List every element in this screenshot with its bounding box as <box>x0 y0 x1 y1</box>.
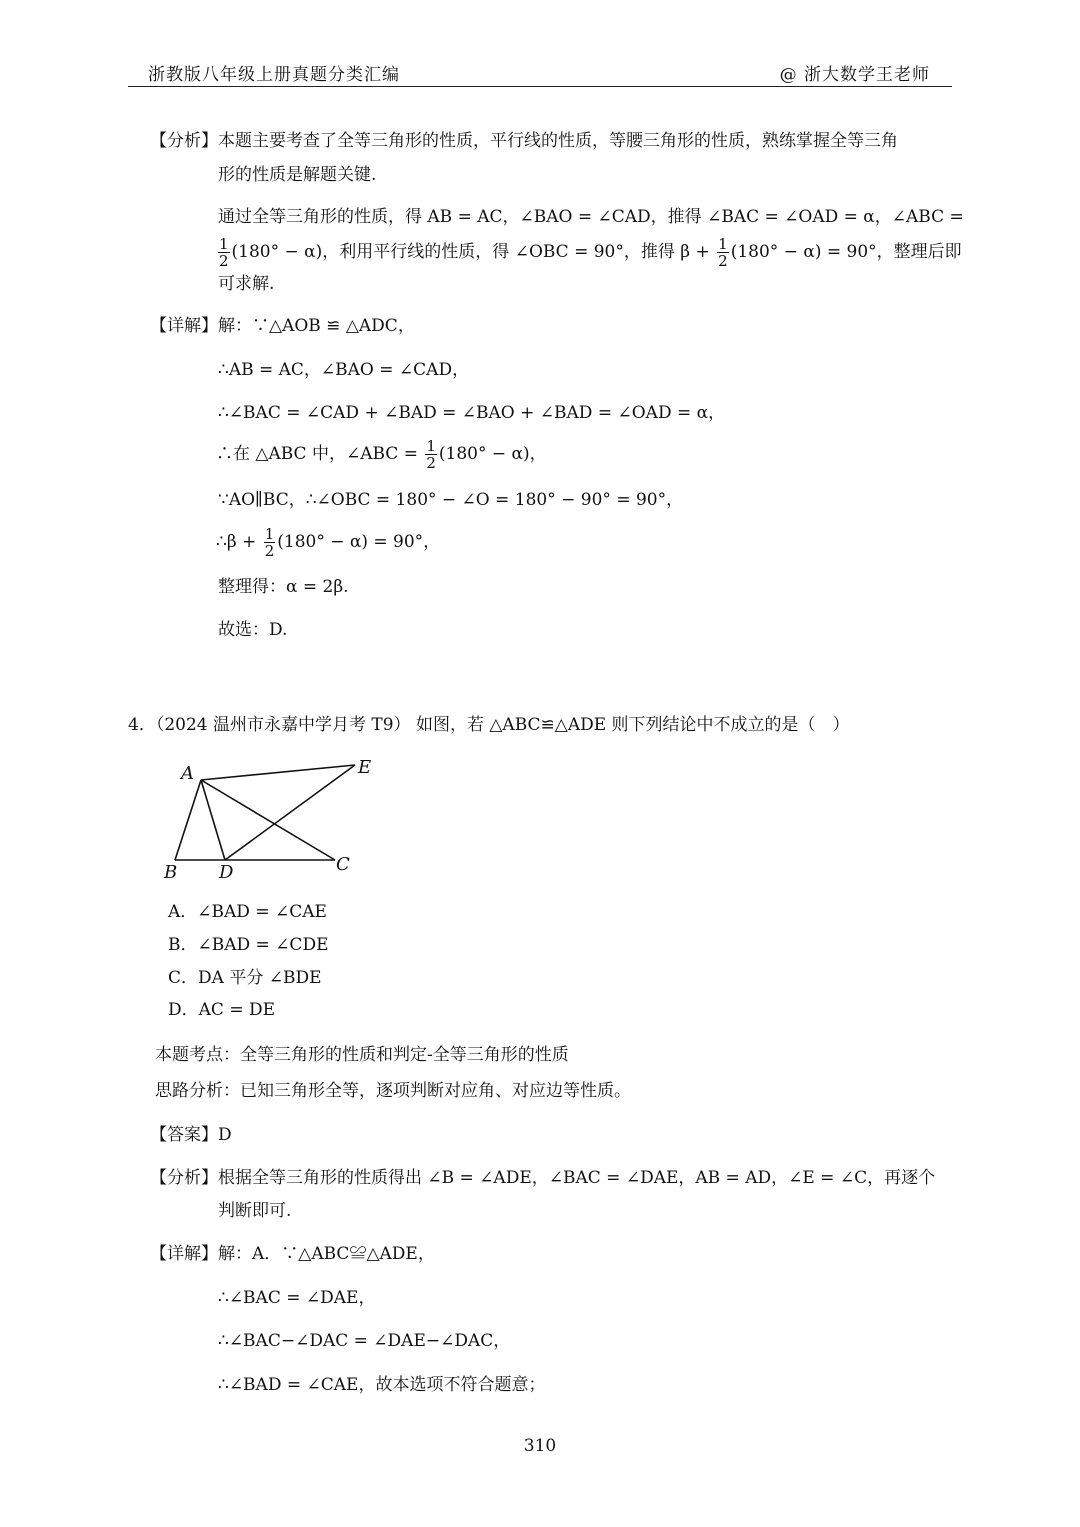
fraction: $\frac{1}{2}$ <box>264 525 275 560</box>
header-title: 浙教版八年级上册真题分类汇编 <box>148 65 400 85</box>
q4-analysis-line-2: 判断即可. <box>218 1201 292 1221</box>
prev-analysis-p2-line-1: 通过全等三角形的性质，得 AB = AC，∠BAO = ∠CAD，推得 ∠BAC = ∠OAD = α，∠ABC = <box>218 207 964 227</box>
segment-DE <box>225 765 355 860</box>
label-C: C <box>336 854 350 875</box>
fraction: $\frac{1}{2}$ <box>718 235 728 270</box>
prev-analysis-p2-line-3: 可求解. <box>218 274 275 294</box>
prev-analysis-line-2: 形的性质是解题关键. <box>218 165 377 185</box>
solution-step: ∴∠BAC−∠DAC = ∠DAE−∠DAC， <box>218 1331 511 1351</box>
label-A: A <box>181 763 194 784</box>
option-c: C．DA 平分 ∠BDE <box>168 968 322 988</box>
label-D: D <box>219 862 234 883</box>
analysis-text: 本题主要考查了全等三角形的性质，平行线的性质，等腰三角形的性质，熟练掌握全等三角 <box>218 131 898 151</box>
analysis-tag: 【分析】 <box>150 1168 218 1188</box>
solution-step: 解：A．∵△ABC≌△ADE， <box>218 1244 435 1264</box>
q4-analysis-line-1 <box>150 1166 935 1190</box>
solution-step: ∴∠BAC = ∠DAE， <box>218 1288 376 1308</box>
prev-detail-line-1 <box>150 314 415 338</box>
label-B: B <box>164 862 178 883</box>
fraction: $\frac{1}{2}$ <box>219 235 229 270</box>
solution-step: ∴∠BAC = ∠CAD + ∠BAD = ∠BAO + ∠BAD = ∠OAD = α， <box>218 403 726 423</box>
analysis-tag: 【分析】 <box>150 131 218 151</box>
triangle-figure <box>155 748 390 888</box>
analysis-text: 根据全等三角形的性质得出 ∠B = ∠ADE，∠BAC = ∠DAE，AB = AD，∠E = ∠C，再逐个 <box>218 1168 936 1188</box>
solution-step: 解：∵△AOB ≌ △ADC， <box>218 316 415 336</box>
analysis-text: (180° − α) = 90°，整理后即 <box>730 242 962 262</box>
answer-tag: 【答案】 <box>150 1125 218 1145</box>
header-author: @ 浙大数学王老师 <box>779 65 930 85</box>
option-a: A．∠BAD = ∠CAE <box>168 902 327 922</box>
analysis-text: (180° − α)，利用平行线的性质，得 ∠OBC = 90°，推得 β + <box>231 242 710 262</box>
page-number: 310 <box>523 1436 557 1456</box>
question-stem: 4．（2024 温州市永嘉中学月考 T9） 如图，若 △ABC≌△ADE 则下列结论中不成立的是（ ） <box>128 715 850 735</box>
segment-AE <box>201 765 355 780</box>
detail-tag: 【详解】 <box>150 316 218 336</box>
fraction: $\frac{1}{2}$ <box>426 437 436 472</box>
solution-step: 故选：D. <box>218 620 288 640</box>
option-d: D．AC = DE <box>168 1000 276 1020</box>
answer-line <box>150 1123 232 1147</box>
detail-tag: 【详解】 <box>150 1244 218 1264</box>
solution-step: ∴AB = AC，∠BAO = ∠CAD， <box>218 360 470 380</box>
segment-AB <box>175 780 201 860</box>
answer-value: D <box>218 1125 232 1145</box>
topic-line: 本题考点：全等三角形的性质和判定-全等三角形的性质 <box>155 1045 569 1065</box>
solution-step: ∴∠BAD = ∠CAE，故本选项不符合题意； <box>218 1375 546 1395</box>
prev-analysis-line-1 <box>150 129 898 153</box>
solution-step: ∴在 △ABC 中，∠ABC = $\frac{1}{2}$ (180° − α)， <box>216 437 547 472</box>
q4-detail-line-1 <box>150 1242 435 1266</box>
solution-step: ∴β + $\frac{1}{2}$ (180° − α) = 90°， <box>216 525 441 560</box>
solution-step: ∵AO∥BC，∴∠OBC = 180° − ∠O = 180° − 90° = 90°， <box>218 490 684 510</box>
idea-line: 思路分析：已知三角形全等，逐项判断对应角、对应边等性质。 <box>155 1081 631 1101</box>
option-b: B．∠BAD = ∠CDE <box>168 935 329 955</box>
solution-step: 整理得：α = 2β. <box>218 577 349 597</box>
label-E: E <box>358 757 372 778</box>
prev-analysis-p2-line-2 <box>216 236 962 269</box>
header-divider <box>128 86 952 87</box>
